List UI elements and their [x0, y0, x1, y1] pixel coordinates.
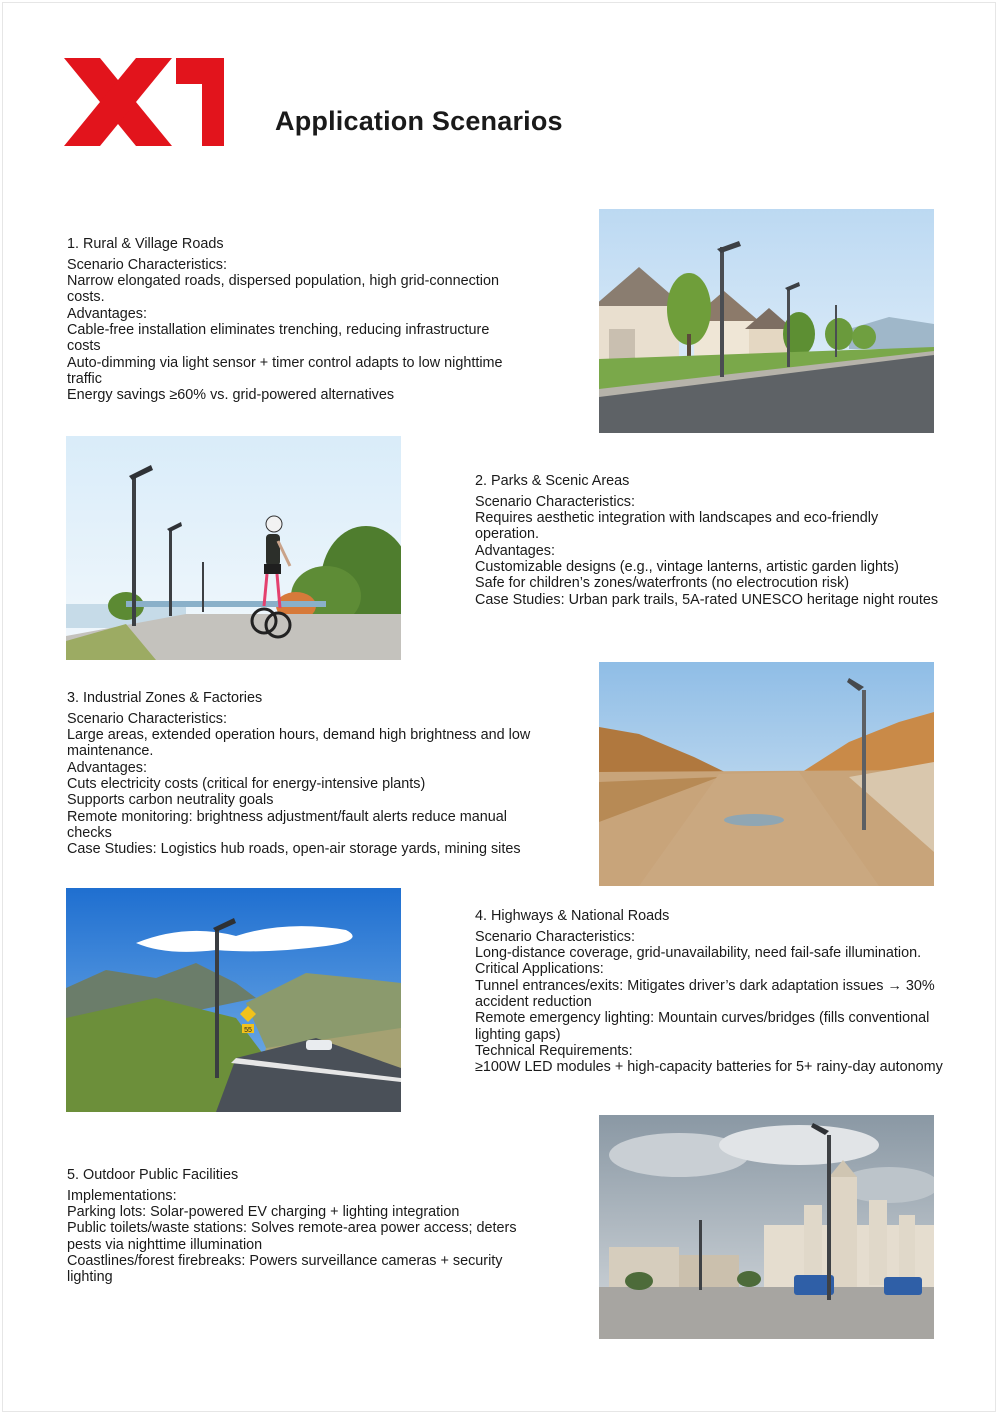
section-heading: 3. Industrial Zones & Factories	[67, 690, 263, 706]
section-parks	[475, 473, 940, 608]
section-heading: 4. Highways & National Roads	[475, 908, 670, 924]
section-line: Coastlines/forest firebreaks: Powers surveillance cameras + security lighting	[67, 1252, 503, 1286]
section-line: Advantages:	[475, 542, 556, 559]
section-line: Tunnel entrances/exits: Mitigates driver’s dark adaptation issues → 30% accident reduction	[475, 977, 935, 1010]
section-public-facilities	[67, 1167, 532, 1286]
brand-logo	[64, 58, 228, 146]
section-heading: 1. Rural & Village Roads	[67, 236, 224, 252]
section-line: Cable-free installation eliminates trenching, reducing infrastructure costs	[67, 321, 490, 355]
section-heading: 5. Outdoor Public Facilities	[67, 1167, 239, 1183]
section-line: Public toilets/waste stations: Solves remote-area power access; deters pests via nighttime illumination	[67, 1220, 517, 1253]
section-line: Large areas, extended operation hours, demand high brightness and low maintenance.	[67, 727, 531, 760]
desert-dirt-road-photo	[599, 662, 934, 886]
section-line: ≥100W LED modules + high-capacity batteries for 5+ rainy-day autonomy	[475, 1059, 943, 1076]
section-line: Cuts electricity costs (critical for energy-intensive plants)	[67, 775, 426, 792]
section-line: Narrow elongated roads, dispersed population, high grid-connection costs.	[67, 273, 499, 306]
section-line: Implementations:	[67, 1187, 177, 1204]
section-highways	[475, 908, 945, 1075]
section-line: Customizable designs (e.g., vintage lanterns, artistic garden lights)	[475, 558, 899, 575]
section-line: Scenario Characteristics:	[475, 928, 635, 945]
section-line: Safe for children’s zones/waterfronts (no electrocution risk)	[475, 575, 850, 592]
section-rural-roads	[67, 236, 517, 403]
city-plaza-photo	[599, 1115, 934, 1339]
section-line: Scenario Characteristics:	[67, 256, 227, 273]
section-line: Technical Requirements:	[475, 1042, 633, 1059]
section-line: Auto-dimming via light sensor + timer control adapts to low nighttime traffic	[67, 354, 503, 387]
section-line: Case Studies: Urban park trails, 5A-rated UNESCO heritage night routes	[475, 591, 939, 608]
mountain-highway-photo	[66, 888, 401, 1112]
section-line: Remote monitoring: brightness adjustment/fault alerts reduce manual checks	[67, 808, 507, 841]
page-title: Application Scenarios	[275, 106, 563, 136]
section-line: Scenario Characteristics:	[475, 493, 635, 510]
section-line: Advantages:	[67, 759, 148, 776]
speed-sign-text: 55	[244, 1027, 252, 1034]
section-heading: 2. Parks & Scenic Areas	[475, 473, 630, 489]
section-line: Scenario Characteristics:	[67, 710, 227, 727]
section-line: Parking lots: Solar-powered EV charging + lighting integration	[67, 1204, 460, 1221]
cyclist-lakeside-photo	[66, 436, 401, 660]
section-line: Advantages:	[67, 305, 148, 322]
section-line: Supports carbon neutrality goals	[67, 792, 274, 809]
section-line: Critical Applications:	[475, 961, 604, 978]
suburban-road-photo	[599, 209, 934, 433]
section-line: Energy savings ≥60% vs. grid-powered alternatives	[67, 387, 395, 404]
section-line: Requires aesthetic integration with landscapes and eco-friendly operation.	[475, 510, 879, 543]
section-line: Long-distance coverage, grid-unavailability, need fail-safe illumination.	[475, 945, 922, 962]
section-line: Case Studies: Logistics hub roads, open-air storage yards, mining sites	[67, 841, 521, 858]
section-industrial	[67, 690, 535, 857]
section-line: Remote emergency lighting: Mountain curves/bridges (fills conventional lighting gaps)	[475, 1010, 930, 1043]
